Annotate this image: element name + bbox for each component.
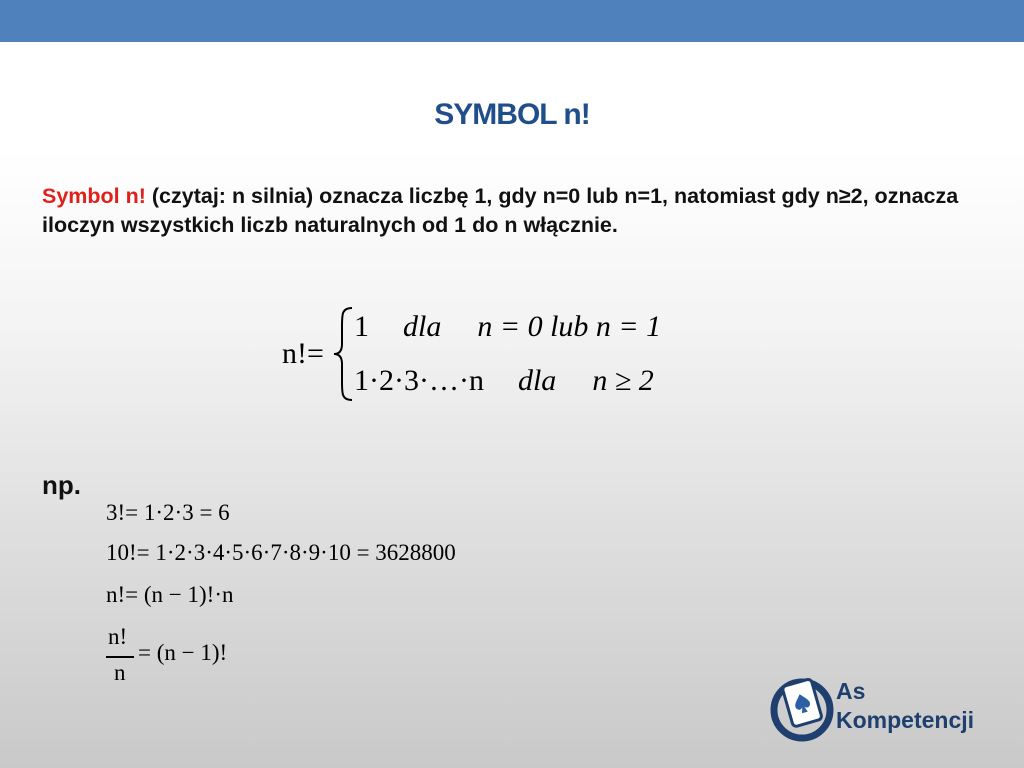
logo-text: [836, 677, 974, 735]
case-1-value: 1: [354, 310, 369, 343]
case-2-value: 1·2·3·…·n: [354, 364, 484, 397]
example-line: n!= (n − 1)!·n: [106, 582, 234, 607]
fraction-numerator: n!: [108, 624, 128, 649]
fraction-bar: [106, 656, 134, 658]
definition-paragraph: [42, 182, 992, 240]
definition-highlight: Symbol n!: [42, 184, 146, 208]
fraction-rest: = (n − 1)!: [138, 640, 228, 665]
formula-lhs: n!=: [282, 337, 324, 370]
example-fraction: [106, 624, 236, 694]
definition-text: (czytaj: n silnia) oznacza liczbę 1, gdy n=0 lub n=1, natomiast gdy n≥2, oznacza iloczyn wszystkich liczb naturalnych od 1 do n włącznie.: [42, 184, 959, 237]
fraction-denominator: n: [114, 660, 126, 685]
case-1-dla: dla: [403, 310, 442, 343]
top-bar: [0, 0, 1024, 42]
formula-case-2: [354, 364, 654, 398]
case-2-dla: dla: [517, 364, 557, 397]
slide-title: SYMBOL n!: [434, 98, 590, 131]
logo-line-1: As: [836, 678, 866, 704]
example-line: 3!= 1·2·3 = 6: [106, 500, 230, 525]
example-line: 10!= 1·2·3·4·5·6·7·8·9·10 = 3628800: [106, 540, 456, 565]
case-2-condition: n ≥ 2: [592, 364, 654, 397]
formula-case-1: [354, 310, 661, 344]
case-1-condition: n = 0 lub n = 1: [477, 310, 662, 343]
examples-label: np.: [42, 470, 81, 500]
cases-brace: [332, 306, 354, 402]
logo-line-2: Kompetencji: [836, 707, 975, 733]
